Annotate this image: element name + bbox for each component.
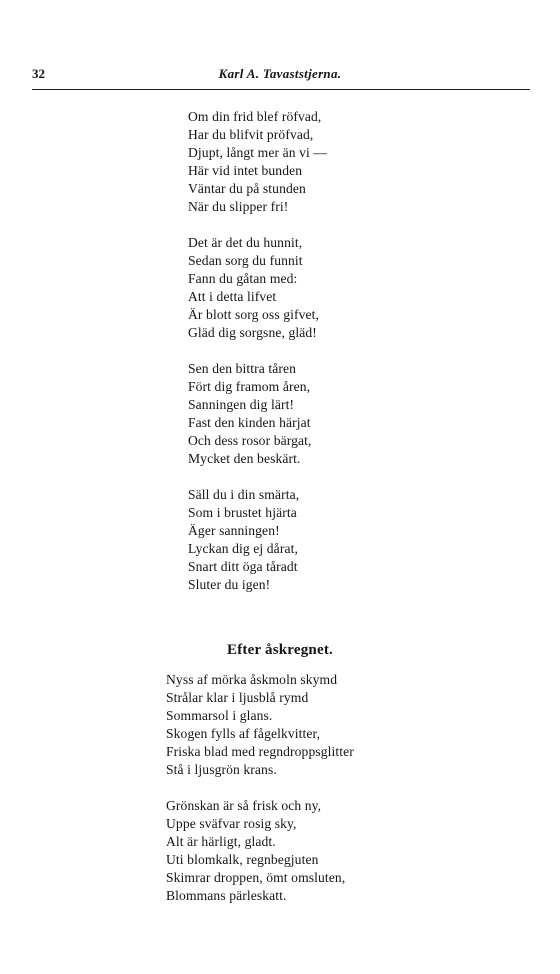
header-rule — [32, 89, 530, 90]
page-number: 32 — [32, 66, 45, 81]
verse-line: Väntar du på stunden — [188, 181, 306, 196]
verse-line: Strålar klar i ljusblå rymd — [166, 690, 309, 705]
verse-line: Fann du gåtan med: — [188, 271, 298, 286]
stanza-6 — [166, 797, 345, 905]
verse-line: Fast den kinden härjat — [188, 415, 311, 430]
verse-line: Skogen fylls af fågelkvitter, — [166, 726, 321, 741]
verse-line: Har du blifvit pröfvad, — [188, 127, 314, 142]
stanza-5 — [166, 671, 354, 779]
verse-line: Uti blomkalk, regnbegjuten — [166, 852, 319, 867]
verse-line: När du slipper fri! — [188, 199, 289, 214]
verse-line: Och dess rosor bärgat, — [188, 433, 312, 448]
stanza-3 — [188, 360, 312, 468]
verse-line: Sanningen dig lärt! — [188, 397, 295, 412]
verse-line: Sommarsol i glans. — [166, 708, 273, 723]
verse-line: Friska blad med regndroppsglitter — [166, 744, 354, 759]
verse-line: Fört dig framom åren, — [188, 379, 311, 394]
verse-line: Grönskan är så frisk och ny, — [166, 798, 322, 813]
verse-line: Nyss af mörka åskmoln skymd — [166, 672, 338, 687]
verse-line: Är blott sorg oss gifvet, — [188, 307, 320, 322]
verse-line: Djupt, långt mer än vi — — [188, 145, 328, 160]
poem-title: Efter åskregnet. — [227, 642, 333, 658]
verse-line: Sluter du igen! — [188, 577, 271, 592]
verse-line: Mycket den beskärt. — [188, 451, 301, 466]
verse-line: Snart ditt öga tåradt — [188, 559, 298, 574]
verse-line: Som i brustet hjärta — [188, 505, 297, 520]
stanza-4 — [188, 486, 299, 594]
verse-line: Gläd dig sorgsne, gläd! — [188, 325, 317, 340]
verse-line: Uppe sväfvar rosig sky, — [166, 816, 297, 831]
verse-line: Sen den bittra tåren — [188, 361, 297, 376]
verse-line: Blommans pärleskatt. — [166, 888, 287, 903]
verse-line: Sedan sorg du funnit — [188, 253, 303, 268]
verse-line: Äger sanningen! — [188, 523, 280, 538]
verse-line: Säll du i din smärta, — [188, 487, 300, 502]
verse-line: Lyckan dig ej dårat, — [188, 541, 298, 556]
verse-line: Att i detta lifvet — [188, 289, 277, 304]
verse-line: Skimrar droppen, ömt omsluten, — [166, 870, 346, 885]
verse-line: Om din frid blef röfvad, — [188, 109, 322, 124]
stanza-2 — [188, 234, 319, 342]
verse-line: Här vid intet bunden — [188, 163, 303, 178]
verse-line: Stå i ljusgrön krans. — [166, 762, 277, 777]
verse-line: Det är det du hunnit, — [188, 235, 303, 250]
stanza-1 — [188, 108, 327, 216]
verse-line: Alt är härligt, gladt. — [166, 834, 276, 849]
running-title: Karl A. Tavaststjerna. — [218, 66, 342, 81]
